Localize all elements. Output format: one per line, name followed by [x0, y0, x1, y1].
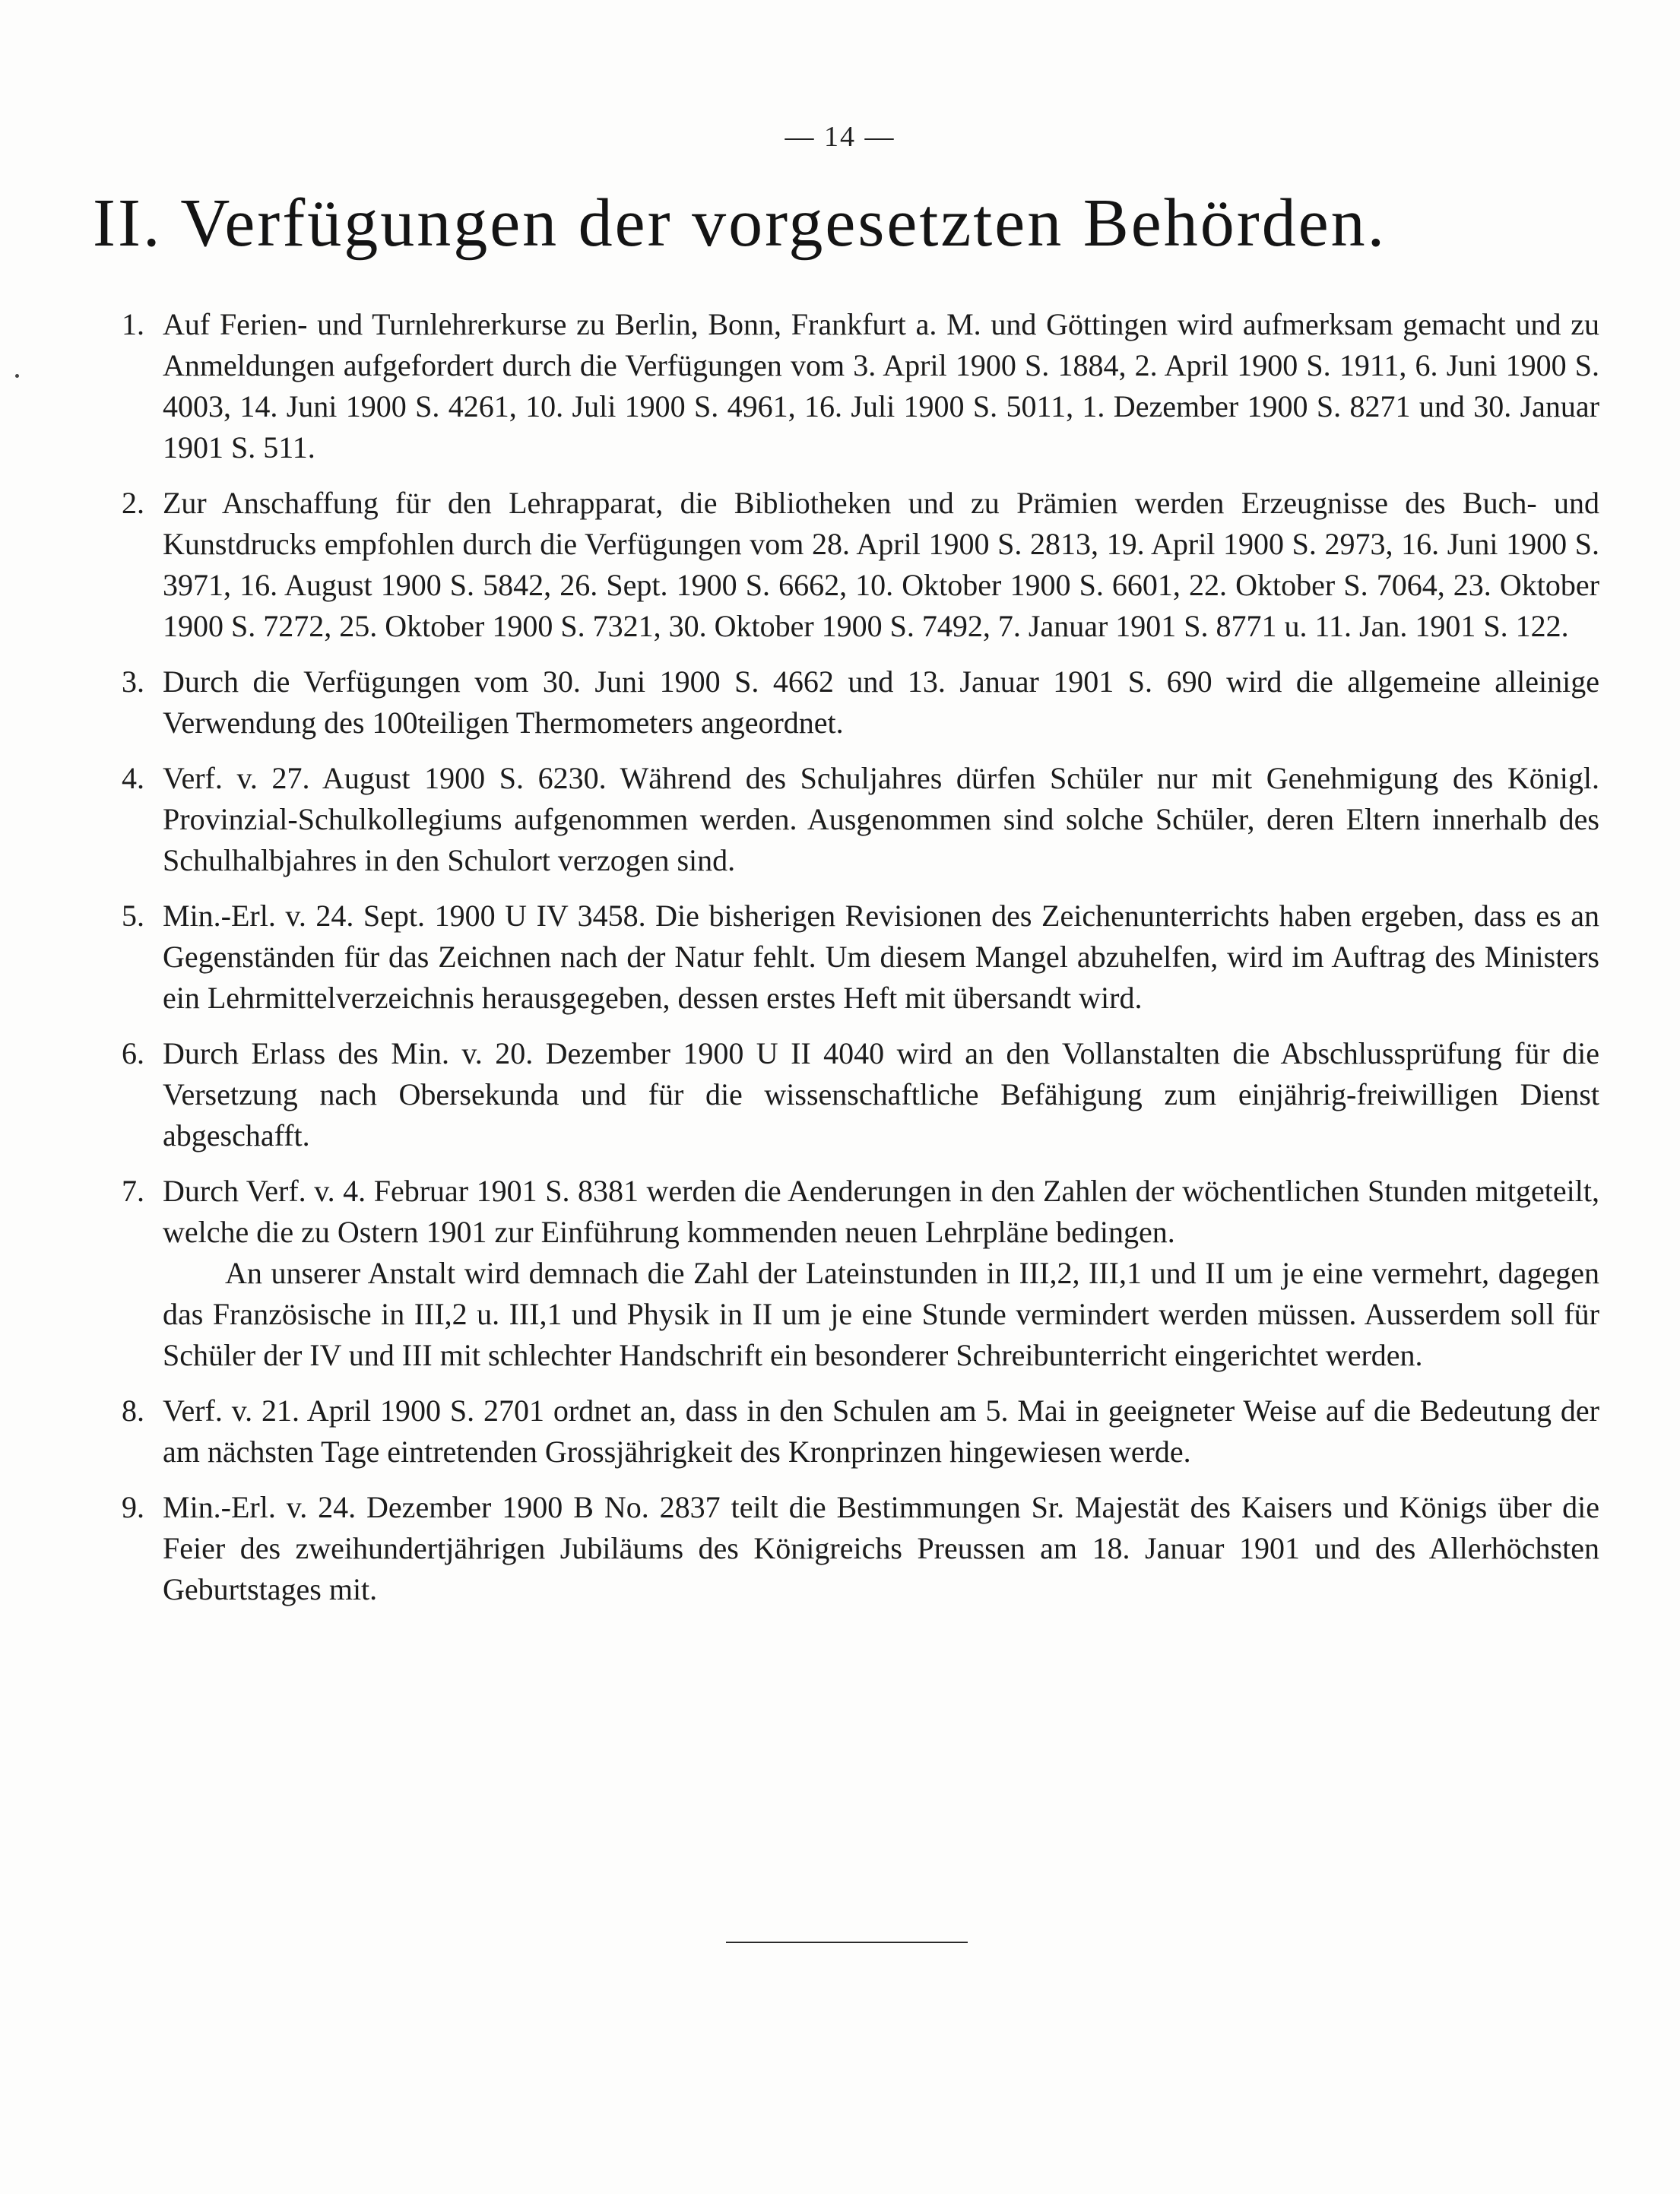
closing-rule: [726, 1942, 968, 1943]
item-number: 6.: [122, 1036, 144, 1070]
scan-speck: [15, 374, 19, 378]
item-text: Zur Anschaffung für den Lehrapparat, die Bibliotheken und zu Prämien werden Erzeugnisse des Buch- und Kunstdrucks empfohlen durch die Verfügungen vom 28. April 1900 S. 2813, 19. April 1900 S. 2973, 16. Juni 1900 S. 3971, 16. August 1900 S. 5842, 26. Sept. 1900 S. 6662, 10. Oktober 1900 S. 6601, 22. Oktober S. 7064, 23. Oktober 1900 S. 7272, 25. Oktober 1900 S. 7321, 30. Oktober 1900 S. 7492, 7. Januar 1901 S. 8771 u. 11. Jan. 1901 S. 122.: [163, 486, 1599, 643]
ordinance-item-4: [93, 758, 1599, 881]
item-text: Verf. v. 21. April 1900 S. 2701 ordnet an, dass in den Schulen am 5. Mai in geeigneter Weise auf die Bedeutung der am nächsten Tage eintretenden Grossjährigkeit des Kronprinzen hingewiesen werde.: [163, 1393, 1599, 1469]
ordinance-item-2: [93, 483, 1599, 647]
ordinance-item-8: [93, 1390, 1599, 1473]
ordinance-item-1: [93, 304, 1599, 468]
ordinance-item-9: [93, 1487, 1599, 1610]
item-text: Durch Verf. v. 4. Februar 1901 S. 8381 werden die Aenderungen in den Zahlen der wöchentlichen Stunden mitgeteilt, welche die zu Ostern 1901 zur Einführung kommenden neuen Lehrpläne bedingen.: [163, 1174, 1599, 1249]
ordinance-item-6: [93, 1033, 1599, 1156]
page-number: — 14 —: [785, 121, 895, 153]
ordinance-item-3: [93, 661, 1599, 743]
item-number: 3.: [122, 664, 144, 699]
section-title: II. Verfügungen der vorgesetzten Behörden.: [93, 185, 1387, 261]
item-number: 5.: [122, 899, 144, 933]
ordinance-list: [93, 304, 1599, 1625]
item-text: Auf Ferien- und Turnlehrerkurse zu Berlin, Bonn, Frankfurt a. M. und Göttingen wird aufmerksam gemacht und zu Anmeldungen aufgefordert durch die Verfügungen vom 3. April 1900 S. 1884, 2. April 1900 S. 1911, 6. Juni 1900 S. 4003, 14. Juni 1900 S. 4261, 10. Juli 1900 S. 4961, 16. Juli 1900 S. 5011, 1. Dezember 1900 S. 8271 und 30. Januar 1901 S. 511.: [163, 307, 1599, 464]
item-text: Verf. v. 27. August 1900 S. 6230. Während des Schuljahres dürfen Schüler nur mit Genehmigung des Königl. Provinzial-Schulkollegiums aufgenommen werden. Ausgenommen sind solche Schüler, deren Eltern innerhalb des Schulhalbjahres in den Schulort verzogen sind.: [163, 761, 1599, 877]
item-number: 7.: [122, 1174, 144, 1208]
item-number: 8.: [122, 1393, 144, 1428]
ordinance-item-7: [93, 1171, 1599, 1376]
item-text: Min.-Erl. v. 24. Sept. 1900 U IV 3458. Die bisherigen Revisionen des Zeichenunterrichts haben ergeben, dass es an Gegenständen für das Zeichnen nach der Natur fehlt. Um diesem Mangel abzuhelfen, wird im Auftrag des Ministers ein Lehrmittelverzeichnis herausgegeben, dessen erstes Heft mit übersandt wird.: [163, 899, 1599, 1015]
item-number: 2.: [122, 486, 144, 520]
item-number: 1.: [122, 307, 144, 341]
ordinance-item-5: [93, 896, 1599, 1019]
item-number: 9.: [122, 1490, 144, 1524]
item-continuation-paragraph: An unserer Anstalt wird demnach die Zahl der Lateinstunden in III,2, III,1 und II um je eine vermehrt, dagegen das Französische in III,2 u. III,1 und Physik in II um je eine Stunde vermindert werden müssen. Ausserdem soll für Schüler der IV und III mit schlechter Handschrift ein besonderer Schreibunterricht eingerichtet werden.: [163, 1256, 1599, 1372]
item-text: Durch die Verfügungen vom 30. Juni 1900 S. 4662 und 13. Januar 1901 S. 690 wird die allgemeine alleinige Verwendung des 100teiligen Thermometers angeordnet.: [163, 664, 1599, 740]
item-text: Durch Erlass des Min. v. 20. Dezember 1900 U II 4040 wird an den Vollanstalten die Abschlussprüfung für die Versetzung nach Obersekunda und für die wissenschaftliche Befähigung zum einjährig-freiwilligen Dienst abgeschafft.: [163, 1036, 1599, 1152]
item-text: Min.-Erl. v. 24. Dezember 1900 B No. 2837 teilt die Bestimmungen Sr. Majestät des Kaisers und Königs über die Feier des zweihundertjährigen Jubiläums des Königreichs Preussen am 18. Januar 1901 und des Allerhöchsten Geburtstages mit.: [163, 1490, 1599, 1606]
item-number: 4.: [122, 761, 144, 795]
